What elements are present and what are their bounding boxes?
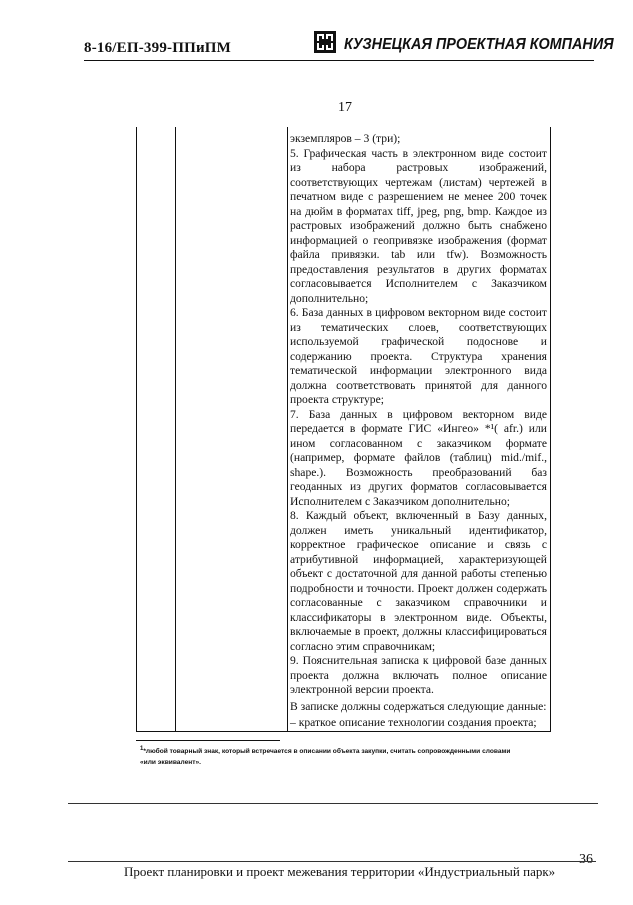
table-column-divider (287, 127, 288, 731)
table-column-divider (175, 127, 176, 731)
paragraph: 8. Каждый объект, включенный в Базу данных, должен иметь уникальный идентификатор, корректное графическое описание и связь с атрибутивной информацией, характеризующей объект с достаточной для данной работы степенью подробности и точности. Проект должен содержать согласованные с заказчиком справочники и классификаторы в электронном виде. Объекты, включаемые в проект, должны классифицироваться согласно этим справочникам; (290, 509, 547, 653)
paragraph: 7. База данных в цифровом векторном виде передается в формате ГИС «Ингео» *¹( afr.) или ином согласованном с заказчиком формате (например, формате файлов (таблиц) mid./mif., shape.). Возможность преобразований баз геоданных из других форматов согласовывается Исполнителем с Заказчиком дополнительно; (290, 407, 547, 508)
page-separator-rule (68, 803, 598, 804)
company-name: КУЗНЕЦКАЯ ПРОЕКТНАЯ КОМПАНИЯ (344, 36, 614, 53)
header-rule (84, 60, 594, 61)
footer-title: Проект планировки и проект межевания территории «Индустриальный парк» (124, 864, 556, 879)
footnote-mark: 1 (140, 746, 144, 752)
kpk-logo-icon (314, 31, 336, 53)
footer-rule (68, 861, 596, 862)
paragraph: 6. База данных в цифровом векторном виде состоит из тематических слоев, соответствующих используемой графической подоснове и содержанию проекта. Структура хранения тематической информации электронного вида должна соответствовать принятой для данного проекта структуре; (290, 306, 547, 406)
footnote (140, 744, 520, 768)
footer-page-number: 36 (579, 852, 593, 867)
paragraph: 9. Пояснительная записка к цифровой базе данных проекта должна включать полное описание электронной версии проекта. (290, 654, 547, 696)
paragraph: – краткое описание технологии создания проекта; (290, 716, 537, 729)
document-code: 8-16/ЕП-399-ППиПМ (84, 40, 232, 56)
footnote-text: *любой товарный знак, который встречается в описании объекта закупки, считать сопровожденными словами «или эквивалент». (140, 748, 511, 767)
table-cell-content (290, 132, 547, 731)
paragraph: 5. Графическая часть в электронном виде состоит из набора растровых изображений, соответствующих чертежам (листам) чертежей в печатном виде с разрешением не менее 200 точек на дюйм в форматах tiff, jpeg, png, bmp. Каждое из растровых изображений должно быть снабжено информацией о геопривязке изображения (формат файла привязки. tab или tfw). Возможность предоставления результатов в других форматах согласовывается Исполнителем с Заказчиком дополнительно; (290, 146, 547, 305)
footnote-rule (136, 740, 280, 741)
paragraph: экземпляров – 3 (три); (290, 132, 401, 145)
paragraph: В записке должны содержаться следующие данные: (290, 699, 547, 713)
page-number: 17 (338, 100, 352, 115)
